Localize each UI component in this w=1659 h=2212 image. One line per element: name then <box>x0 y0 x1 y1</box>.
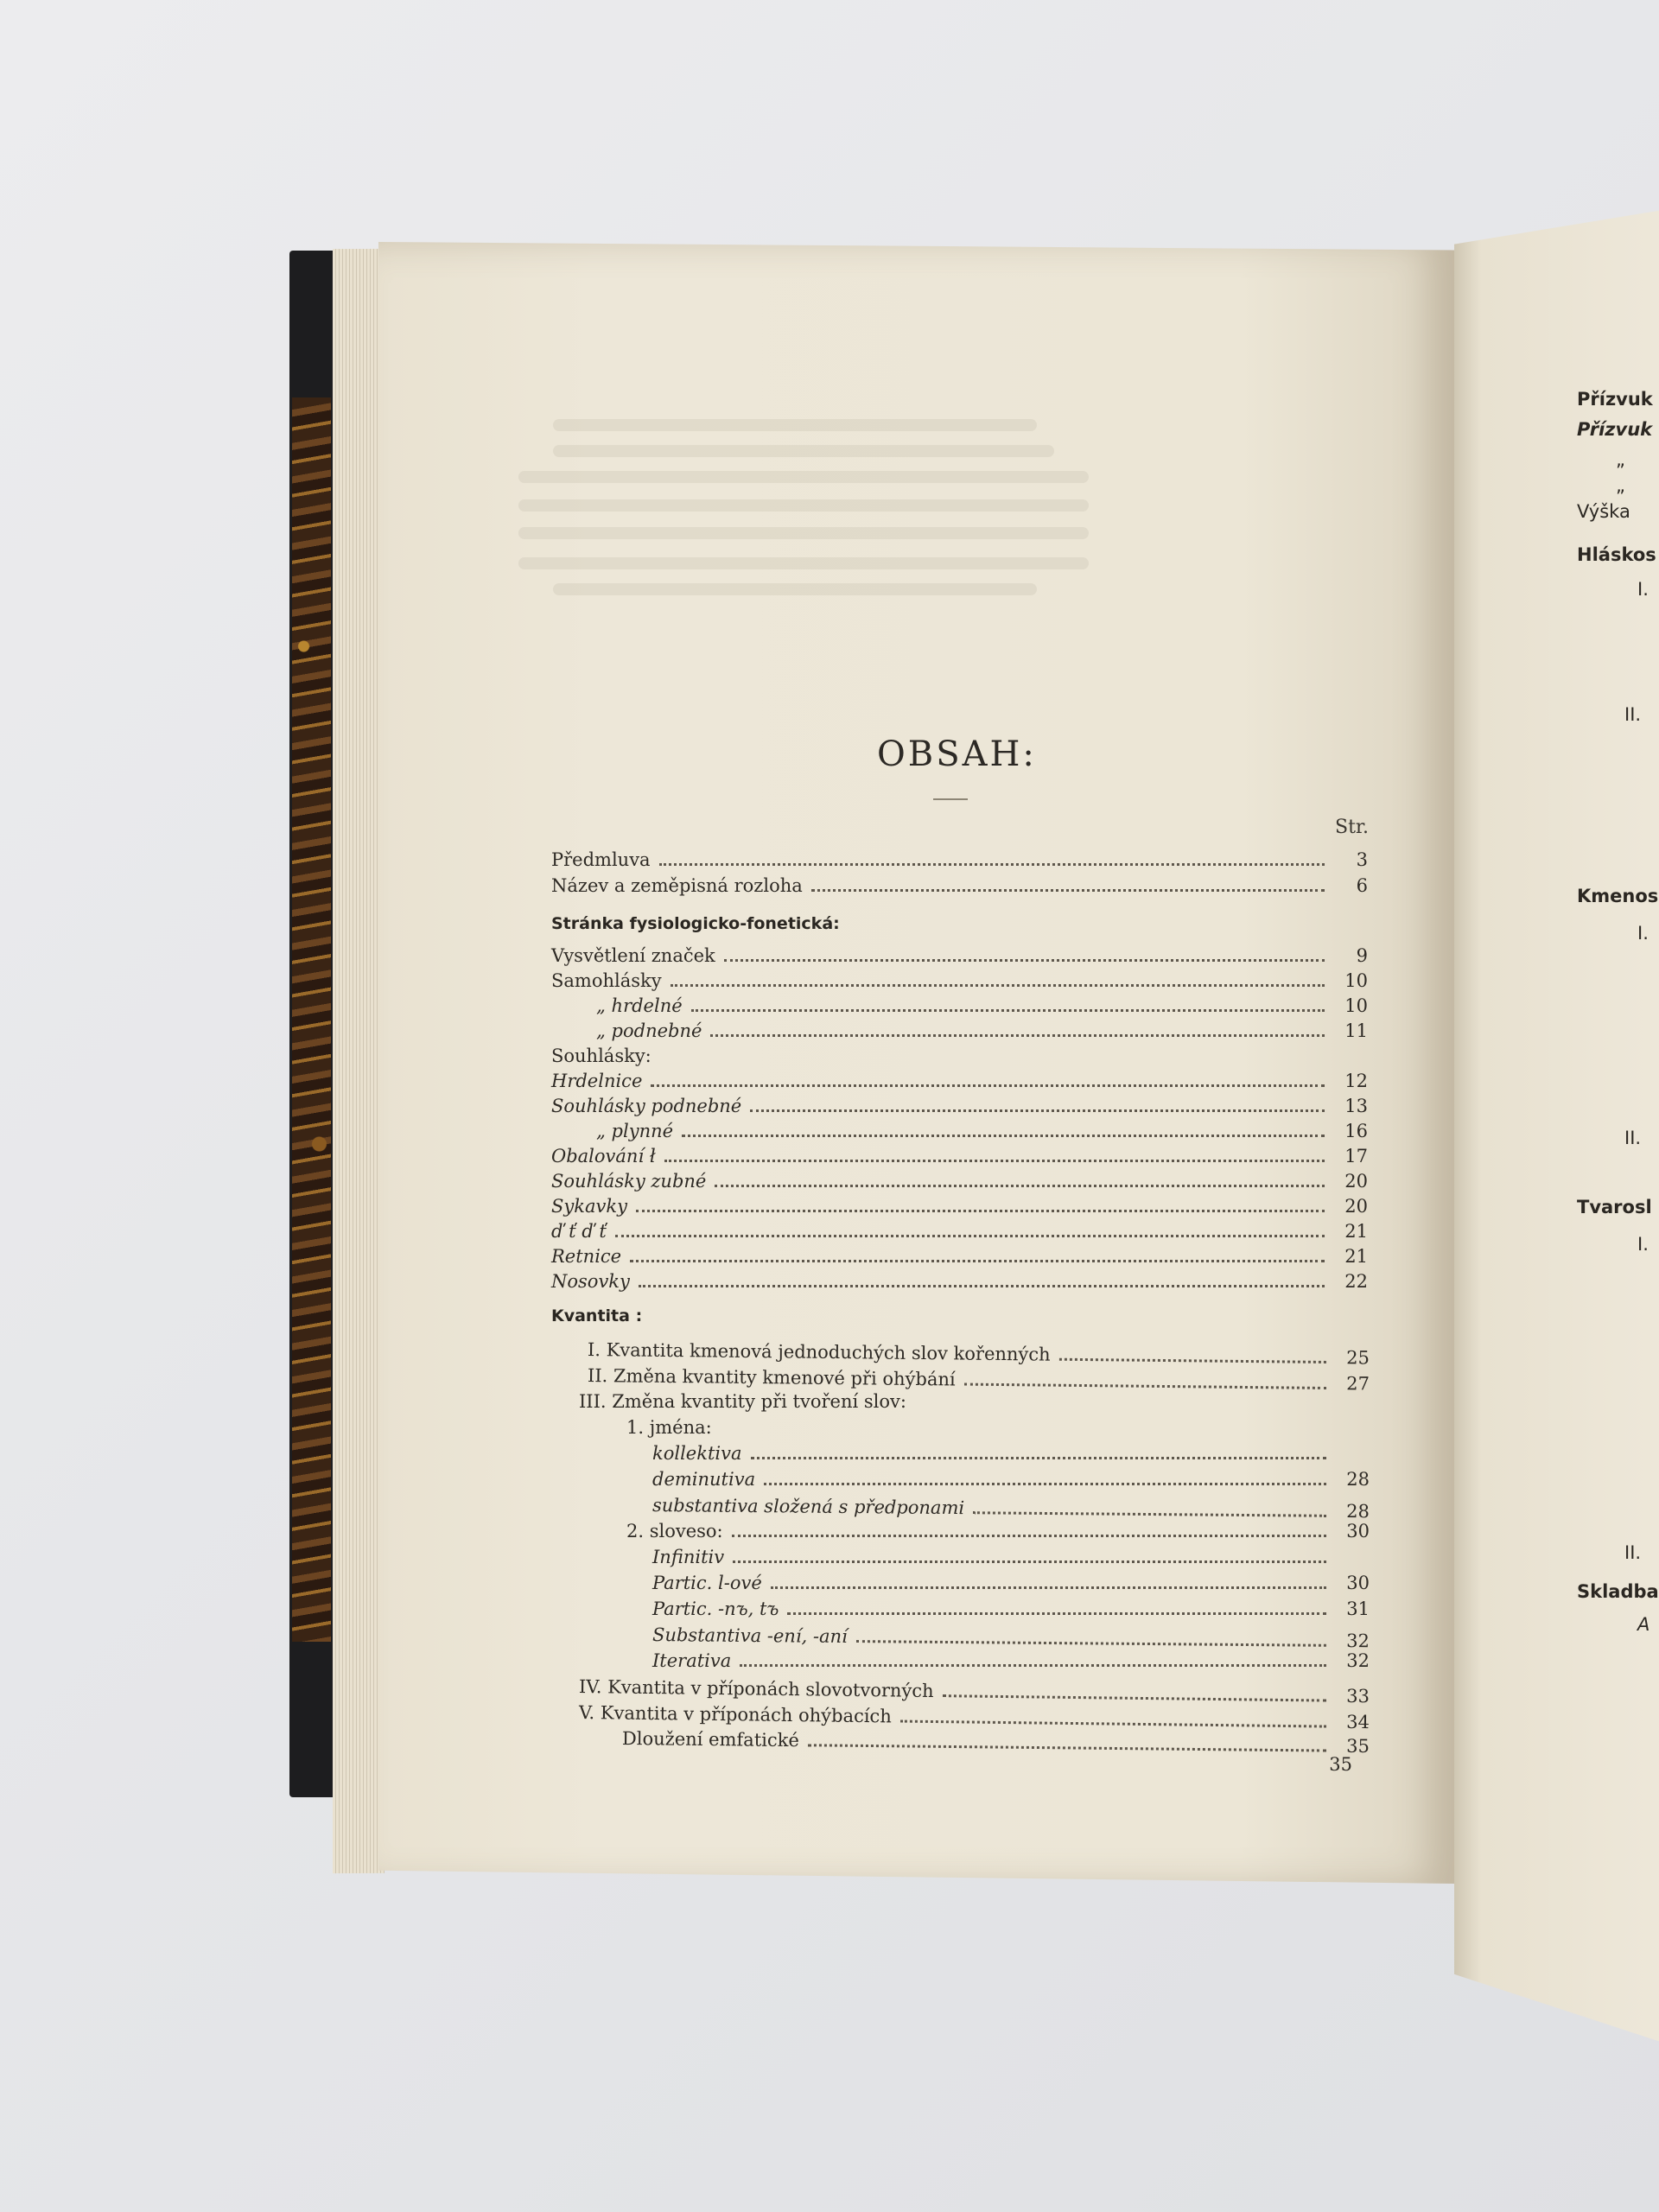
toc-entry: kollektiva <box>652 1443 1370 1465</box>
right-page-fragment: Přízvuk <box>1577 389 1653 410</box>
toc-entry: III. Změna kvantity při tvoření slov: <box>579 1391 906 1412</box>
toc-entry: Infinitiv <box>652 1547 1370 1569</box>
right-page-fragment: Přízvuk <box>1577 419 1653 440</box>
right-page-fragment: Hláskos <box>1577 544 1656 565</box>
toc-entry: Hrdelnice 12 <box>551 1071 1368 1091</box>
toc-entry: II. Změna kvantity kmenové při ohýbání 27 <box>587 1365 1370 1395</box>
right-page-fragment: Tvarosl <box>1577 1197 1652 1217</box>
right-page-fragment: I. <box>1637 579 1649 600</box>
toc-entry: Partic. l-ové 30 <box>652 1573 1370 1593</box>
toc-entry: I. Kvantita kmenová jednoduchých slov kořenných 25 <box>587 1339 1370 1369</box>
toc-entry: 2. sloveso: 30 <box>626 1521 1370 1541</box>
right-page-fragment: „ <box>1616 449 1625 470</box>
toc-entry: IV. Kvantita v příponách slovotvorných 33 <box>578 1676 1370 1707</box>
right-page-fragment: „ <box>1616 475 1625 496</box>
toc-entry: Partic. -nъ, tъ 31 <box>652 1599 1370 1619</box>
toc-entry: Nosovky 22 <box>551 1271 1368 1292</box>
section-heading-phonetic: Stránka fysiologicko-fonetická: <box>551 914 840 933</box>
toc-entry: „ podnebné 11 <box>596 1020 1368 1041</box>
right-page-fragment: II. <box>1624 1128 1642 1148</box>
right-page-fragment: A <box>1637 1614 1650 1635</box>
toc-entry: ď ť ď ť 21 <box>551 1221 1368 1242</box>
right-page-fragment: I. <box>1637 923 1649 944</box>
toc-entry: 1. jména: <box>626 1417 712 1438</box>
toc-entry: Souhlásky zubné 20 <box>551 1171 1368 1192</box>
page-edges <box>333 249 385 1873</box>
toc-entry: deminutiva 28 <box>652 1469 1370 1490</box>
toc-entry: Souhlásky podnebné 13 <box>551 1096 1368 1116</box>
section-heading-quantity: Kvantita : <box>551 1306 643 1325</box>
toc-entry: Iterativa 32 <box>652 1650 1370 1671</box>
right-page-fragment: II. <box>1624 1542 1642 1563</box>
toc-entry: Substantiva -ení, -aní 32 <box>652 1624 1370 1652</box>
toc-entry: Obalování ł 17 <box>551 1146 1368 1166</box>
page-title: OBSAH: <box>877 734 1037 774</box>
toc-entry: Dloužení emfatické 35 <box>621 1728 1370 1758</box>
toc-entry: Souhlásky: <box>551 1046 652 1066</box>
toc-entry: substantiva složená s předponami 28 <box>652 1495 1370 1522</box>
title-rule <box>933 798 968 800</box>
toc-entry: Samohlásky 10 <box>551 970 1368 991</box>
toc-entry: Název a zeměpisná rozloha 6 <box>551 875 1368 896</box>
right-page-fragment: II. <box>1624 704 1642 725</box>
toc-entry: „ hrdelné 10 <box>596 995 1368 1016</box>
right-page-fragment: Skladba <box>1577 1581 1659 1602</box>
marbled-spine <box>292 397 331 1642</box>
page-column-header: Str. <box>1335 817 1370 838</box>
toc-entry: Předmluva 3 <box>551 849 1368 870</box>
right-page-fragment: Kmenos <box>1577 886 1659 906</box>
right-page-fragment: I. <box>1637 1234 1649 1255</box>
right-page-fragment: Výška <box>1577 501 1630 522</box>
toc-entry: „ plynné 16 <box>596 1121 1368 1141</box>
toc-entry: Vysvětlení značek 9 <box>551 945 1368 966</box>
toc-entry: Retnice 21 <box>551 1246 1368 1267</box>
toc-entry: V. Kvantita v příponách ohýbacích 34 <box>578 1702 1370 1733</box>
toc-entry: Sykavky 20 <box>551 1196 1368 1217</box>
toc-entry: 35 <box>1329 1754 1352 1775</box>
